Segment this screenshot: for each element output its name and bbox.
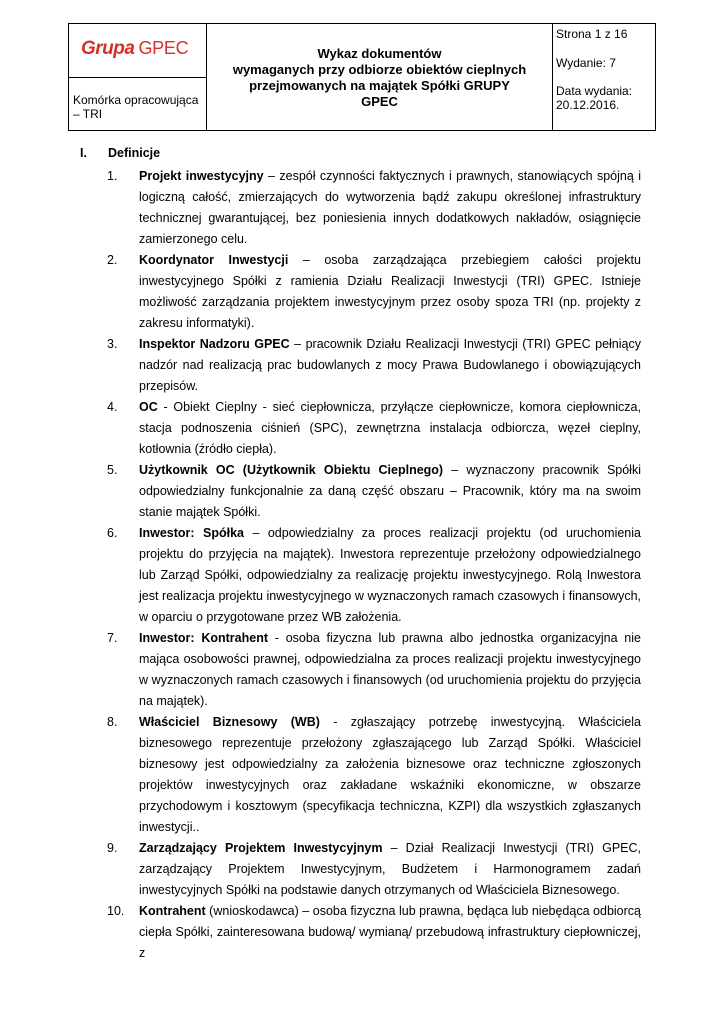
definition-term: Użytkownik OC (Użytkownik Obiektu Cieplnego) [139,463,444,477]
definition-body: – wyznaczony pracownik Spółki odpowiedzialny funkcjonalnie za daną część obszaru – Pracownik, który ma na swoim stanie majątek Spółki. [139,463,641,519]
issue-date-label: Data wydania: [556,84,633,98]
definition-item [107,250,641,334]
definition-body: - Obiekt Cieplny - sieć ciepłownicza, przyłącze ciepłownicze, komora ciepłownicza, stacja podnoszenia ciśnień (SPC), zewnętrzna instalacja odbiorcza, węzeł cieplny, kotłownia (źródło ciepła). [139,400,641,456]
document-title-cell [207,24,553,131]
definition-term: Koordynator Inwestycji [139,253,289,267]
definition-body: (wnioskodawca) – osoba fizyczna lub prawna, będąca lub niebędąca odbiorcą ciepła Spółki, zainteresowana budową/ wymianą/ przebudową infrastruktury ciepłowniczej, z [139,904,641,960]
definition-item [107,901,641,964]
company-logo [81,38,188,60]
definition-text [139,460,641,523]
definition-number: 5. [107,463,118,477]
title-line: Wykaz dokumentów [317,45,442,61]
definition-item [107,838,641,901]
definition-number: 9. [107,841,118,855]
definition-text [139,523,641,628]
definition-body: – osoba zarządzająca przebiegiem całości projektu inwestycyjnego Spółki z ramienia Działu Realizacji Inwestycji (TRI) GPEC. Istnieje możliwość zarządzania projektem inwestycyjnym przez osoby spoza TRI (np. projekty z zakresu informatyki). [139,253,641,330]
definition-text [139,334,641,397]
definition-term: OC [139,400,158,414]
document-meta-cell [553,24,656,131]
definition-text [139,397,641,460]
definition-term: Kontrahent [139,904,206,918]
definition-text [139,166,641,250]
definition-term: Właściciel Biznesowy (WB) [139,715,320,729]
section-heading [80,146,160,160]
definition-item [107,397,641,460]
issue-date-value: 20.12.2016. [556,98,620,112]
definition-body: - zgłaszający potrzebę inwestycyjną. Właściciela biznesowego reprezentuje przełożony zgłaszającego lub Zarząd Spółki. Właściciel biznesowy jest odpowiedzialny za założenia biznesowe oraz techniczne zgłoszonych projektów inwestycyjnych oraz zakładane wskaźniki ekonomiczne, w obszarze przychodowym i kosztowym (specyfikacja techniczna, KZPI) dla wszystkich zgłaszanych inwestycji.. [139,715,641,834]
definition-body: – zespół czynności faktycznych i prawnych, stanowiących spójną i logiczną całość, zmierzających do wytworzenia bądź zakupu określonej infrastruktury technicznej gwarantującej, bez poniesienia innych dodatkowych nakładów, osiągnięcie zamierzonego celu. [139,169,641,246]
definition-term: Zarządzający Projektem Inwestycyjnym [139,841,383,855]
section-title: Definicje [108,146,161,160]
definition-number: 4. [107,400,118,414]
definition-text [139,250,641,334]
definition-body: – odpowiedzialny za proces realizacji projektu (od uruchomienia projektu do przyjęcia na majątek). Inwestora reprezentuje przełożony odpowiedzialnego lub Zarząd Spółki, odpowiedzialny za realizację projektu inwestycyjnego. Rolą Inwestora jest realizacja projektu inwestycyjnego w wyznaczonych ramach czasowych i finansowych, w oparciu o przygotowane przez WB założenia. [139,526,641,624]
definition-text [139,712,641,838]
department-cell: Komórka opracowująca – TRI [69,78,207,131]
definition-number: 7. [107,631,118,645]
logo-grupa-text: Grupa [81,38,135,59]
definition-text [139,838,641,901]
logo-gpec-text: GPEC [138,38,189,58]
title-line: wymaganych przy odbiorze obiektów cieplnych [232,61,527,77]
definition-text [139,628,641,712]
definition-term: Projekt inwestycyjny [139,169,264,183]
page-number: Strona 1 z 16 [556,27,628,41]
edition-number: Wydanie: 7 [556,56,616,70]
definition-number: 8. [107,715,118,729]
definition-term: Inwestor: Spółka [139,526,244,540]
issue-date [556,84,652,112]
definition-item [107,523,641,628]
definition-item [107,628,641,712]
definition-item [107,712,641,838]
definition-number: 2. [107,253,118,267]
definition-body: – pracownik Działu Realizacji Inwestycji (TRI) GPEC pełniący nadzór nad realizacją prac budowlanych z mocy Prawa Budowlanego i obowiązujących przepisów. [139,337,641,393]
definition-number: 6. [107,526,118,540]
definition-term: Inspektor Nadzoru GPEC [139,337,290,351]
definition-number: 3. [107,337,118,351]
definitions-list [107,166,641,964]
definition-item [107,334,641,397]
definition-number: 1. [107,169,118,183]
definition-body: – Dział Realizacji Inwestycji (TRI) GPEC, zarządzający Projektem Inwestycyjnym, Budżetem i Harmonogramem zadań inwestycyjnych Spółki na podstawie danych otrzymanych od Właściciela Biznesowego. [139,841,641,897]
definition-number: 10. [107,904,125,918]
section-number: I. [80,146,87,160]
title-line: przejmowanych na majątek Spółki GRUPY GPEC [249,77,510,109]
definition-body: - osoba fizyczna lub prawna albo jednostka organizacyjna nie mająca osobowości prawnej, odpowiedzialna za proces realizacji projektu inwestycyjnego w wyznaczonych ramach czasowych i finansowych (od uruchomienia projektu do przyjęcia na majątek). [139,631,641,708]
definition-item [107,460,641,523]
definition-item [107,166,641,250]
document-header [68,23,656,131]
logo-cell [69,24,207,78]
definition-term: Inwestor: Kontrahent [139,631,268,645]
definition-text [139,901,641,964]
